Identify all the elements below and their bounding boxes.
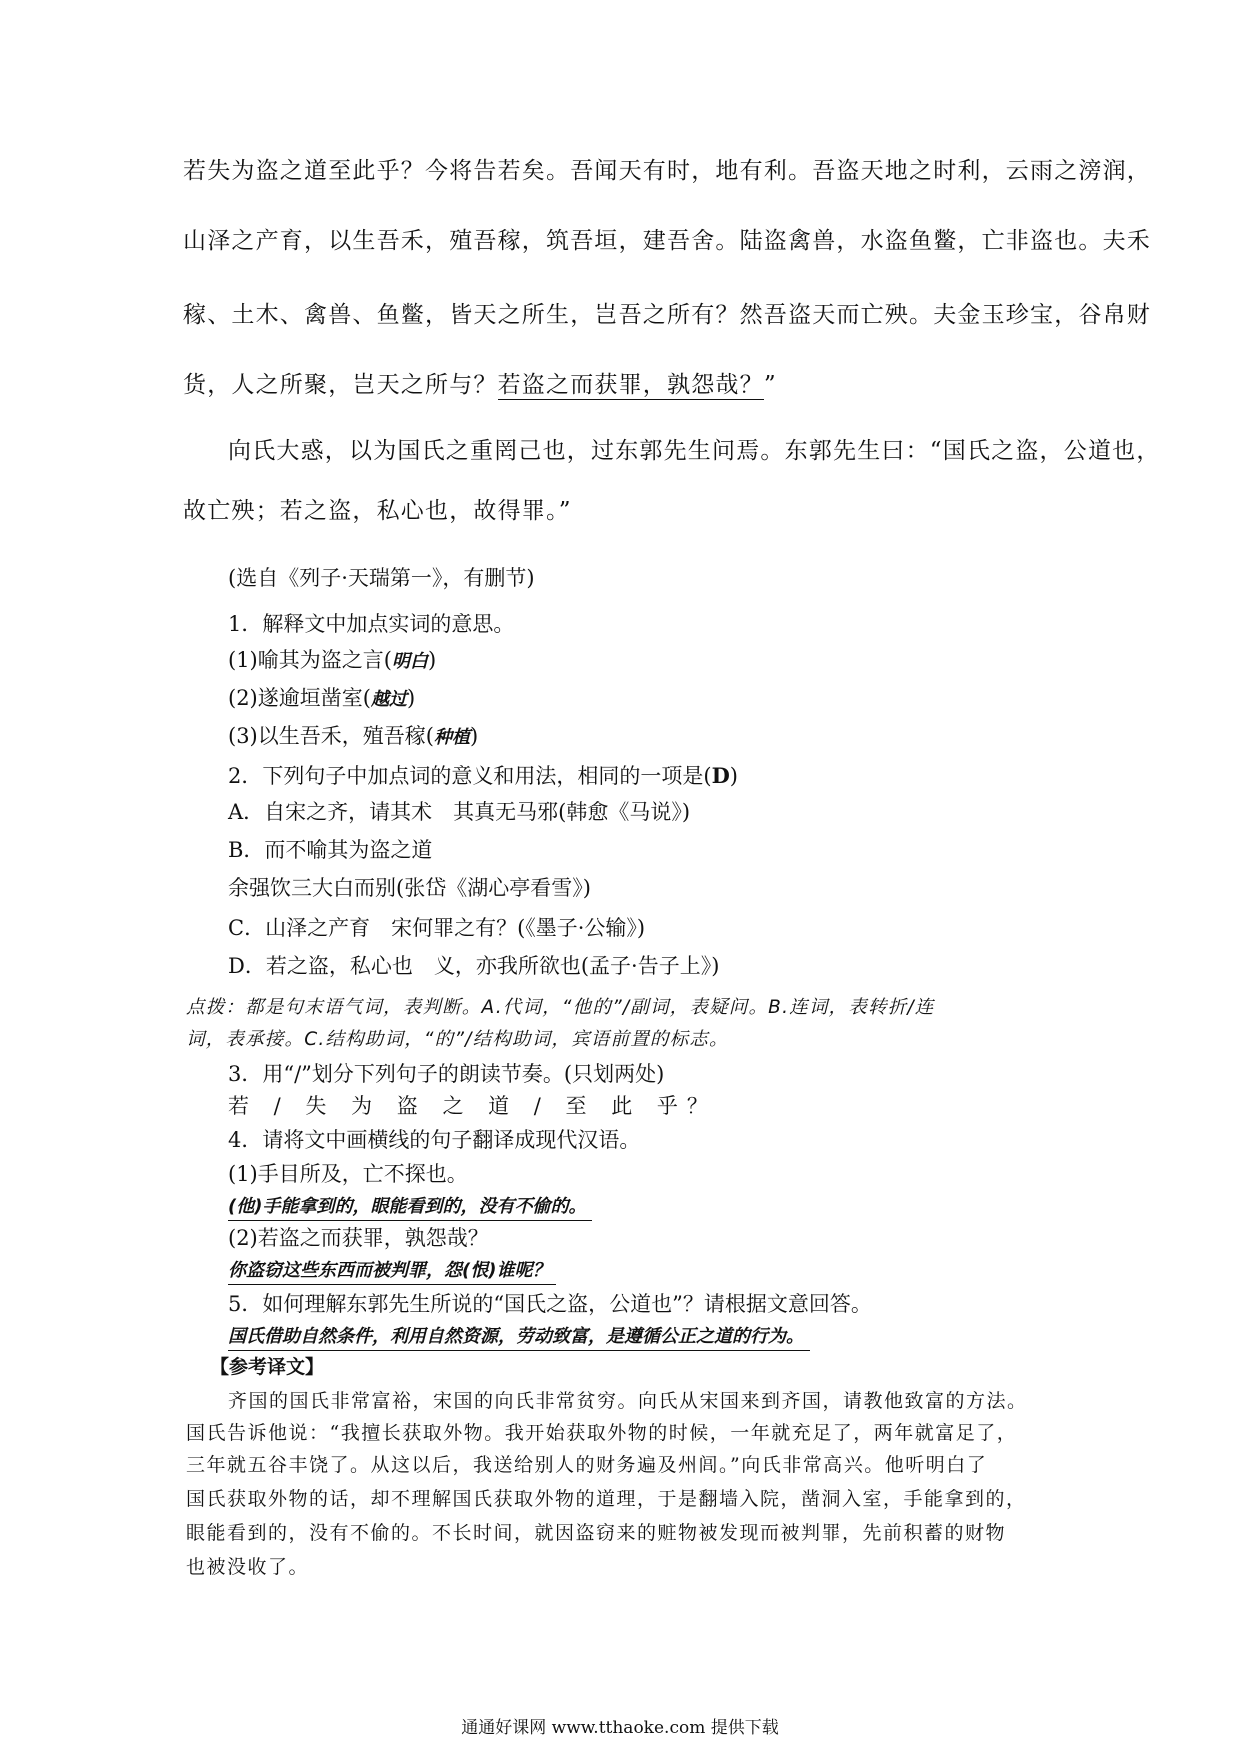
q4-item-1: (1)手目所及，亡不探也。: [228, 1162, 468, 1186]
passage-line-4-pre: 货，人之所聚，岂天之所与？: [183, 372, 498, 398]
q2-answer: D: [711, 763, 730, 788]
q4-answer-2: 你盗窃这些东西而被判罪，怨(恨)谁呢？: [228, 1256, 556, 1285]
reference-line-3: 三年就五谷丰饶了。从这以后，我送给别人的财务遍及州闾。”向氏非常高兴。他听明白了: [186, 1454, 988, 1476]
q1-item-2: [228, 682, 415, 712]
q2-option-c: C．山泽之产育 宋何罪之有？(《墨子·公输》): [228, 916, 646, 940]
q1-stem: 1．解释文中加点实词的意思。: [228, 612, 515, 636]
q2-option-b-second: 余强饮三大白而别(张岱《湖心亭看雪》): [228, 876, 591, 900]
reference-title: 【参考译文】: [210, 1356, 325, 1378]
q1-item-1: [228, 644, 436, 674]
q4-answer-1: (他)手能拿到的，眼能看到的，没有不偷的。: [228, 1192, 592, 1221]
q3-answer: 若 / 失 为 盗 之 道 / 至 此 乎？: [228, 1094, 717, 1118]
passage-underlined-sentence: 若盗之而获罪，孰怨哉？: [497, 372, 764, 398]
q2-option-a: A．自宋之齐，请其术 其真无马邪(韩愈《马说》): [228, 800, 691, 824]
q1-item-3-text: (3)以生吾禾，殖吾稼(: [228, 724, 434, 748]
passage-para2-line-2: 故亡殃；若之盗，私心也，故得罪。”: [183, 498, 572, 524]
q4-stem: 4．请将文中画横线的句子翻译成现代汉语。: [228, 1128, 641, 1152]
passage-para2-line-1: 向氏大惑，以为国氏之重罔己也，过东郭先生问焉。东郭先生曰：“国氏之盗，公道也，: [228, 438, 1161, 464]
q4-item-2: (2)若盗之而获罪，孰怨哉？: [228, 1226, 489, 1250]
q1-item-2-text: (2)遂逾垣凿室(: [228, 686, 371, 710]
passage-line-1: 若失为盗之道至此乎？今将告若矣。吾闻天有时，地有利。吾盗天地之时利，云雨之滂润，: [183, 158, 1151, 184]
q2-tip-line-1: 点拨：都是句末语气词，表判断。A.代词，“他的”/副词，表疑问。B.连词，表转折/连: [186, 997, 935, 1018]
passage-line-2: 山泽之产育，以生吾禾，殖吾稼，筑吾垣，建吾舍。陆盗禽兽，水盗鱼鳖，亡非盗也。夫禾: [183, 228, 1151, 254]
q1-item-1-close: ): [427, 648, 437, 672]
q2-stem: [228, 760, 738, 790]
q5-stem: 5．如何理解东郭先生所说的“国氏之盗，公道也”？请根据文意回答。: [228, 1292, 872, 1316]
passage-line-4: [183, 366, 777, 399]
reference-line-6: 也被没收了。: [186, 1556, 310, 1578]
q1-item-1-answer: 明白: [391, 651, 428, 672]
reference-line-5: 眼能看到的，没有不偷的。不长时间，就因盗窃来的赃物被发现而被判罪，先前积蓄的财物: [186, 1522, 1007, 1544]
page-footer: 通通好课网 www.tthaoke.com 提供下载: [461, 1718, 779, 1738]
q2-tip-line-2: 词，表承接。C.结构助词，“的”/结构助词，宾语前置的标志。: [186, 1029, 729, 1050]
q2-option-b: B．而不喻其为盗之道: [228, 838, 433, 862]
passage-line-3: 稼、土木、禽兽、鱼鳖，皆天之所生，岂吾之所有？然吾盗天而亡殃。夫金玉珍宝，谷帛财: [183, 302, 1151, 328]
q3-stem: 3．用“/”划分下列句子的朗读节奏。(只划两处): [228, 1062, 665, 1086]
source-citation: (选自《列子·天瑞第一》，有删节): [228, 566, 535, 590]
q1-item-3-close: ): [469, 724, 479, 748]
q1-item-1-text: (1)喻其为盗之言(: [228, 648, 392, 672]
q1-item-2-answer: 越过: [370, 689, 407, 710]
q1-item-3-answer: 种植: [433, 727, 470, 748]
q1-item-3: [228, 720, 478, 750]
reference-line-2: 国氏告诉他说：“我擅长获取外物。我开始获取外物的时候，一年就充足了，两年就富足了，: [186, 1422, 1018, 1444]
q2-stem-text: 2．下列句子中加点词的意义和用法，相同的一项是(: [228, 764, 712, 788]
q2-option-d: D．若之盗，私心也 义，亦我所欲也(孟子·告子上》): [228, 954, 720, 978]
q1-item-2-close: ): [406, 686, 416, 710]
reference-line-4: 国氏获取外物的话，却不理解国氏获取外物的道理，于是翻墙入院，凿洞入室，手能拿到的，: [186, 1488, 1027, 1510]
q5-answer: 国氏借助自然条件，利用自然资源，劳动致富，是遵循公正之道的行为。: [228, 1322, 810, 1351]
q2-stem-close: ): [729, 764, 738, 788]
passage-line-4-post: ”: [763, 372, 777, 398]
reference-line-1: 齐国的国氏非常富裕，宋国的向氏非常贫穷。向氏从宋国来到齐国，请教他致富的方法。: [228, 1390, 1028, 1412]
